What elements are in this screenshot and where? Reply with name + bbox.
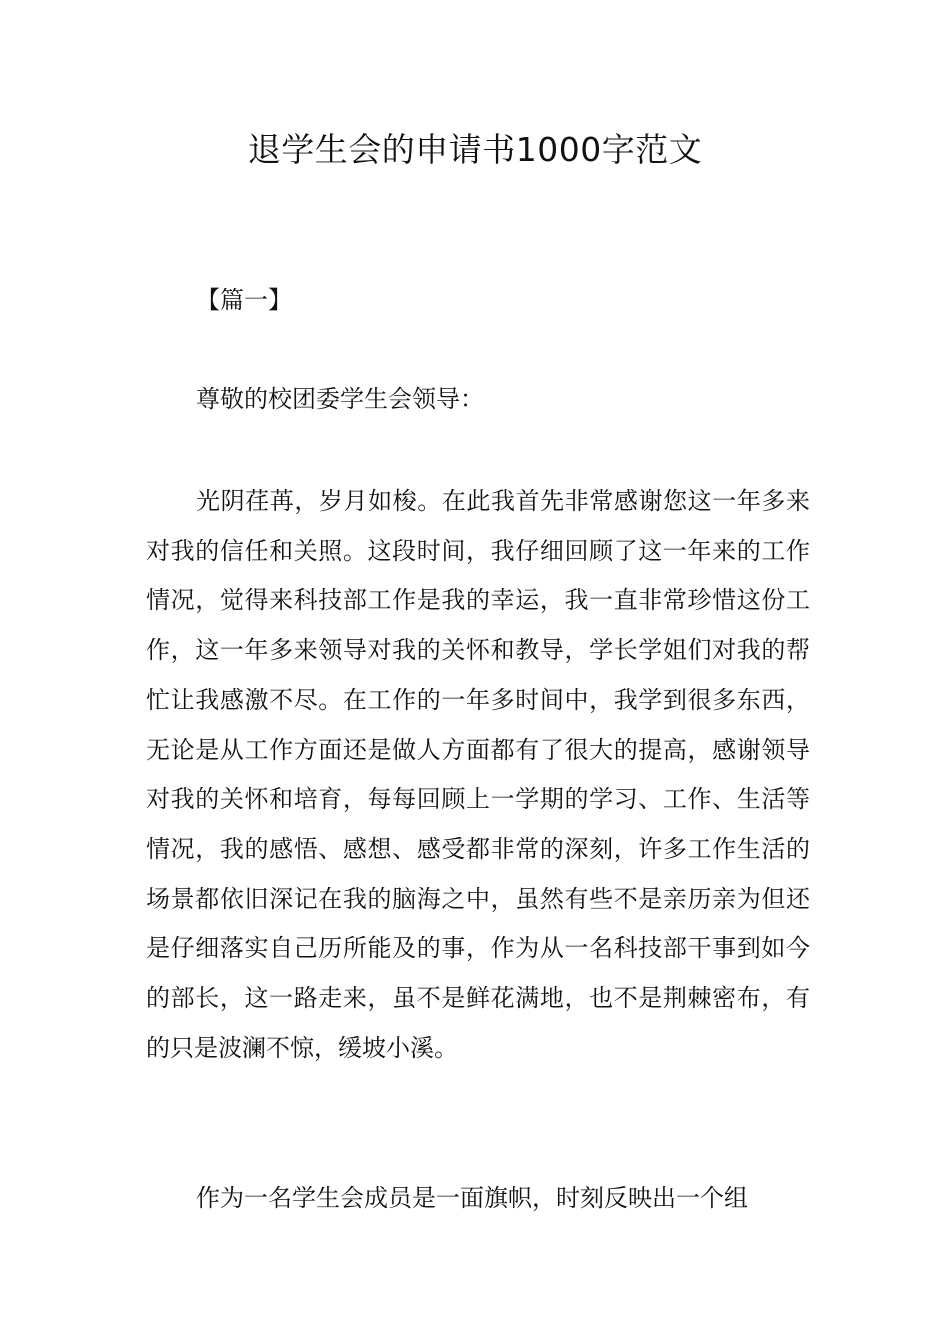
- salutation: 尊敬的校团委学生会领导：: [196, 385, 484, 413]
- section-heading: 【篇一】: [196, 286, 292, 314]
- document-title: 退学生会的申请书1000字范文: [247, 130, 703, 169]
- body-paragraph: 作为一名学生会成员是一面旗帜，时刻反映出一个组: [196, 1184, 748, 1212]
- body-paragraph: 光阴荏苒，岁月如梭。在此我首先非常感谢您这一年多来对我的信任和关照。这段时间，我仔细回顾了这一年来的工作情况，觉得来科技部工作是我的幸运，我一直非常珍惜这份工作，这一年多来领导对我的关怀和教导，学长学姐们对我的帮忙让我感激不尽。在工作的一年多时间中，我学到很多东西，无论是从工作方面还是做人方面都有了很大的提高，感谢领导对我的关怀和培育，每每回顾上一学期的学习、工作、生活等情况，我的感悟、感想、感受都非常的深刻，许多工作生活的场景都依旧深记在我的脑海之中，虽然有些不是亲历亲为但还是仔细落实自己历所能及的事，作为从一名科技部干事到如今的部长，这一路走来，虽不是鲜花满地，也不是荆棘密布，有的只是波澜不惊，缓坡小溪。: [146, 487, 810, 1062]
